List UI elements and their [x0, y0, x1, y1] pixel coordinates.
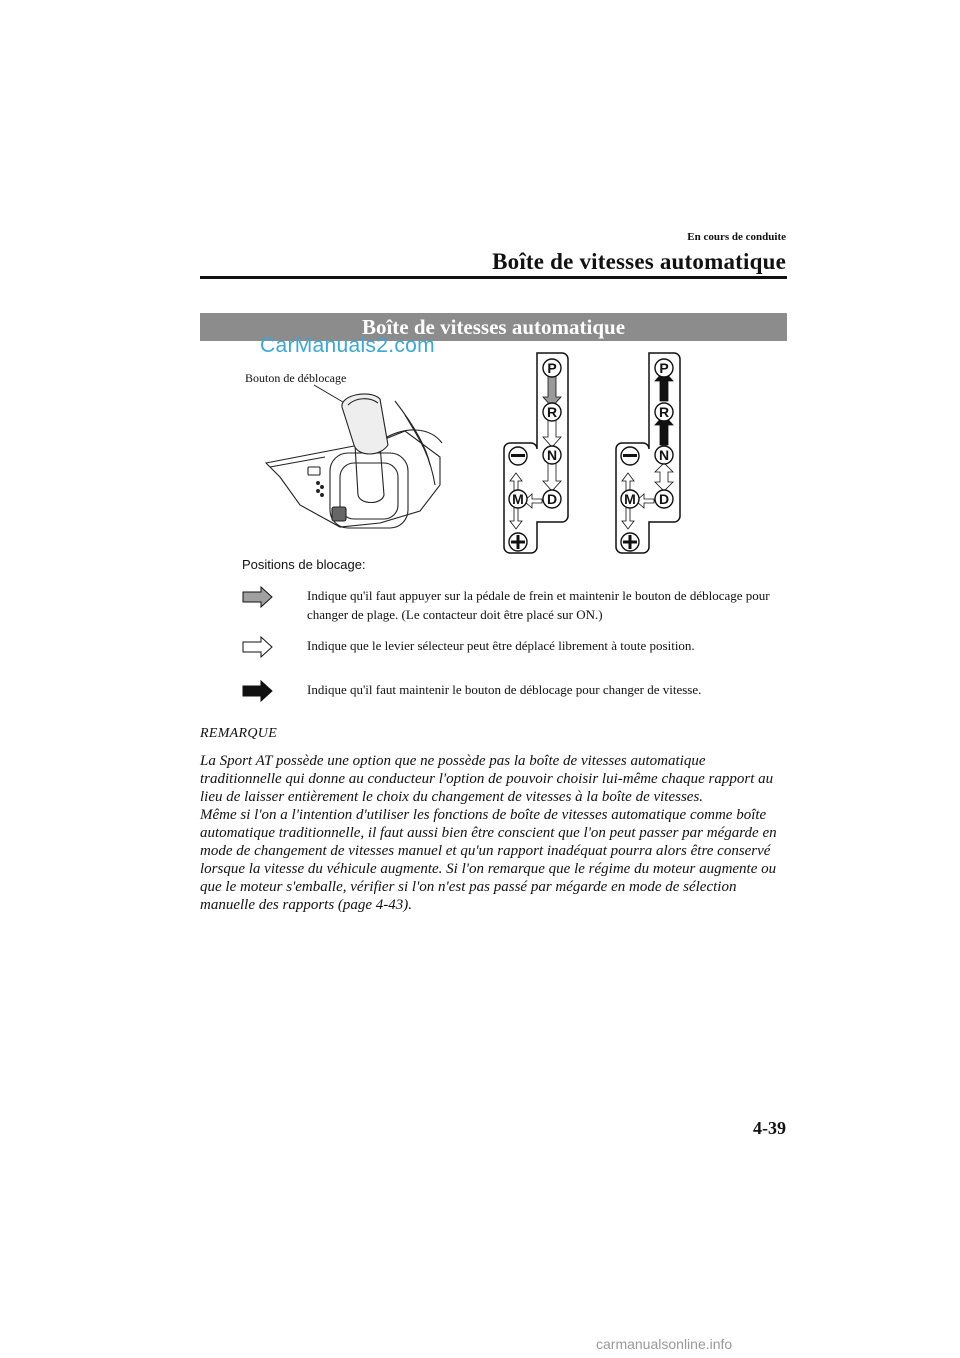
- gate2-letter-m: M: [624, 491, 636, 507]
- section-title-band: Boîte de vitesses automatique: [200, 313, 787, 341]
- black-arrow-icon: [242, 680, 274, 702]
- legend-title: Positions de blocage:: [242, 557, 366, 572]
- gate2-letter-d: D: [658, 491, 670, 507]
- note-paragraph-1: La Sport AT possède une option que ne possède pas la boîte de vitesses automatique traditionnelle qui donne au conducteur l'option de pouvoir choisir lui-même chaque rapport au lieu de laisser entièrement le choix du changement de vitesses à la boîte de vitesses.: [200, 753, 774, 805]
- shifter-figure: [230, 345, 710, 555]
- plus-icon-v: [517, 535, 520, 549]
- page-number: 4-39: [753, 1118, 786, 1138]
- shift-gate-diagram-2: [616, 353, 680, 553]
- gray-arrow-icon: [242, 586, 274, 608]
- header-rule: [200, 276, 787, 279]
- section-label: En cours de conduite: [687, 231, 786, 243]
- gate2-letter-n: N: [658, 447, 670, 463]
- note-paragraph-2: Même si l'on a l'intention d'utiliser les fonctions de boîte de vitesses automatique comme boîte automatique traditionnelle, il faut aussi bien être conscient que l'on peut passer par mégarde en mode de changement de vitesses manuel et qu'un rapport inadéquat pourra alors être conservé lorsque la vitesse du véhicule augmente. Si l'on remarque que le régime du moteur augmente ou que le moteur s'emballe, vérifier si l'on n'est pas passé par mégarde en mode de sélection manuelle des rapports (page 4-43).: [200, 807, 777, 913]
- legend-text-white: Indique que le levier sélecteur peut être déplacé librement à toute position.: [307, 638, 695, 653]
- running-head: [492, 231, 786, 275]
- release-button-label: Bouton de déblocage: [245, 371, 347, 385]
- shift-gate-diagram-1: [504, 353, 568, 553]
- footer-watermark: carmanualsonline.info: [596, 1336, 733, 1352]
- gate1-letter-d: D: [546, 491, 558, 507]
- watermark-logo: CarManuals2.com: [260, 334, 435, 357]
- legend-text-gray: Indique qu'il faut appuyer sur la pédale de frein et maintenir le bouton de déblocage pour changer de plage. (Le contacteur doit être placé sur ON.): [307, 588, 770, 622]
- minus-icon: [511, 454, 525, 457]
- note-title: REMARQUE: [200, 726, 278, 741]
- shifter-drawing: [266, 394, 442, 528]
- gate2-letter-r: R: [658, 404, 670, 420]
- page-heading: Boîte de vitesses automatique: [492, 249, 786, 274]
- plus-icon-v: [629, 535, 632, 549]
- minus-icon: [623, 454, 637, 457]
- legend-text-black: Indique qu'il faut maintenir le bouton de déblocage pour changer de vitesse.: [307, 682, 702, 697]
- white-arrow-icon: [242, 636, 274, 658]
- note-block: [200, 725, 790, 914]
- gate2-letter-p: P: [659, 360, 669, 376]
- gate1-letter-r: R: [546, 404, 558, 420]
- gate1-letter-m: M: [512, 491, 524, 507]
- gate1-letter-p: P: [547, 360, 557, 376]
- gate1-letter-n: N: [546, 447, 558, 463]
